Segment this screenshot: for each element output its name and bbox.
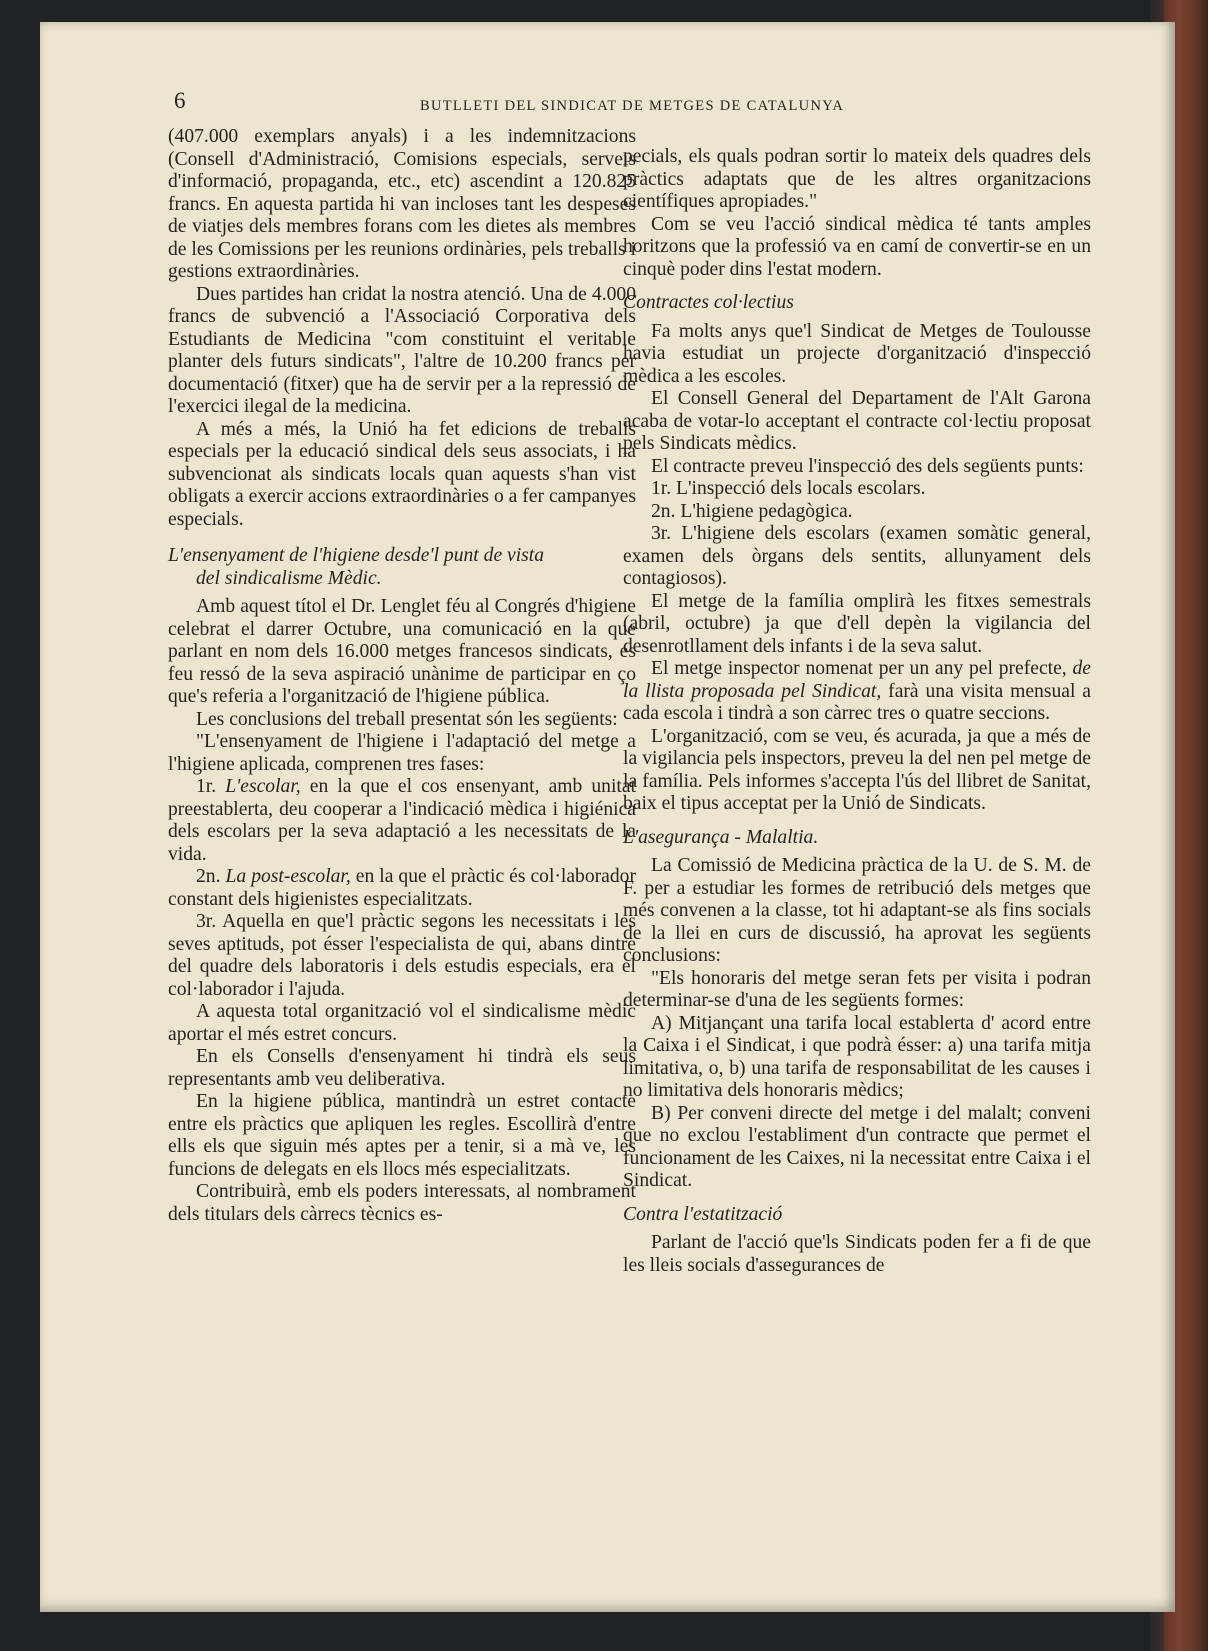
section-heading: Contra l'estatització: [623, 1203, 783, 1225]
paragraph: Fa molts anys que'l Sindicat de Metges de Toulousse havia estudiat un projecte d'organització d'inspecció mèdica a les escoles.: [623, 320, 1091, 387]
document-page: [40, 22, 1175, 1612]
paragraph-text: farà una visita mensual a cada escola i tindrà a son càrrec tres o quatre seccions.: [623, 680, 1091, 724]
section-heading: L'asegurança - Malaltia.: [623, 826, 819, 848]
list-marker: 1r.: [196, 776, 217, 797]
running-title: BUTLLETI DEL SINDICAT DE METGES DE CATALUNYA: [420, 98, 845, 114]
paragraph: 3r. Aquella en que'l pràctic segons les necessitats i les seves aptituds, pot ésser l'especialista de qui, abans dintre del quadre dels laboratoris i dels estudis especials, era el col·laborador i l'ajuda.: [168, 911, 636, 1000]
paragraph: Les conclusions del treball presentat són les següents:: [196, 708, 618, 730]
section-heading: [168, 545, 636, 590]
paragraph: En els Consells d'ensenyament hi tindrà els seus representants amb veu deliberativa.: [168, 1046, 636, 1090]
paragraph: A) Mitjançant una tarifa local establerta d' acord entre la Caixa i el Sindicat, i que podrà ésser: a) una tarifa mitja limitativa, o, b) una tarifa de responsabilitat de les causes i no limitativa dels honoraris mèdics;: [623, 1012, 1091, 1101]
emphasis: L'escolar,: [225, 776, 301, 797]
paragraph: Amb aquest títol el Dr. Lenglet féu al Congrés d'higiene celebrat el darrer Octubre, una comunicació en la que parlant en nom dels 16.000 metges francesos sindicats, es feu ressó de la seva aspiració unànime de participar en ço que's referia a l'organització de l'higiene pública.: [168, 596, 636, 707]
paragraph: El Consell General del Departament de l'Alt Garona acaba de votar-lo acceptant el contracte col·lectiu proposat pels Sindicats mèdics.: [623, 388, 1091, 454]
paragraph: [168, 866, 636, 911]
paragraph: Dues partides han cridat la nostra atenció. Una de 4.000 francs de subvenció a l'Associació Corporativa dels Estudiants de Medicina "com constituint el veritable planter dels futurs sindicats", l'altre de 10.200 francs per documentació (fitxer) que ha de servir per a la repressió de l'exercici ilegal de la medicina.: [168, 283, 636, 417]
paragraph: El contracte preveu l'inspecció des dels següents punts:: [651, 455, 1084, 477]
paragraph: La Comissió de Medicina pràctica de la U. de S. M. de F. per a estudiar les formes de retribució dels metges que més convenen a la classe, tot hi adaptant-se als fins socials de la llei en curs de discussió, ha aprovat les següents conclusions:: [623, 855, 1091, 966]
paragraph: [168, 776, 636, 866]
paragraph-text: El metge inspector nomenat per un any pel prefecte,: [651, 658, 1067, 679]
paragraph: 2n. L'higiene pedagògica.: [651, 500, 853, 522]
paragraph: 3r. L'higiene dels escolars (examen somàtic general, examen dels òrgans dels sentits, allunyament dels contagiosos).: [623, 523, 1091, 589]
paragraph: "Els honoraris del metge seran fets per visita i podran determinar-se d'una de les següents formes:: [623, 967, 1091, 1011]
paragraph: A aquesta total organització vol el sindicalisme mèdic aportar el més estret concurs.: [168, 1001, 636, 1045]
left-column: [168, 126, 636, 1226]
paragraph: Parlant de l'acció que'ls Sindicats poden fer a fi de que les lleis socials d'assegurances de: [623, 1232, 1091, 1276]
paragraph: En la higiene pública, mantindrà un estret contacte entre els pràctics que apliquen les regles. Escollirà d'entre ells els que siguin més aptes per a tenir, si a mà ve, les funcions de delegats en els llocs més especialitzats.: [168, 1091, 636, 1180]
paragraph: 1r. L'inspecció dels locals escolars.: [651, 478, 926, 499]
paragraph: A més a més, la Unió ha fet edicions de treballs especials per la educació sindical dels seus associats, i ha subvencionat als sindicats locals quan aquests s'han vist obligats a exercir accions extraordinàries o a fer campanyes especials.: [168, 418, 636, 530]
paragraph-text: en la que el pràctic és col·laborador constant dels higienistes especialitzats.: [168, 866, 636, 910]
paragraph: Contribuirà, emb els poders interessats, al nombrament dels titulars dels càrrecs tècnics es-: [168, 1181, 636, 1225]
heading-line: L'ensenyament de l'higiene desde'l punt de vista: [168, 545, 545, 566]
paragraph: El metge de la família omplirà les fitxes semestrals (abril, octubre) ja que d'ell depèn la vigilancia del desenrotllament dels infants i de la seva salut.: [623, 590, 1091, 657]
paragraph: (407.000 exemplars anyals) i a les indemnitzacions (Consell d'Administració, Comisions especials, serveis d'informació, propaganda, etc., etc) ascendint a 120.825 francs. En aquesta partida hi van incloses tant les despeses de viatjes dels membres forans com les dietes als membres de les Comissions per les reunions ordinàries, pels treballs i gestions extraordinàries.: [168, 126, 636, 282]
paragraph: [623, 658, 1091, 726]
emphasis: de la llista proposada pel Sindicat,: [623, 658, 1091, 702]
emphasis: La post-escolar,: [225, 866, 351, 887]
heading-line: del sindicalisme Mèdic.: [196, 567, 382, 589]
list-marker: 2n.: [196, 866, 221, 887]
section-heading: Contractes col·lectius: [623, 292, 794, 313]
right-column: [623, 146, 1091, 1277]
paragraph: "L'ensenyament de l'higiene i l'adaptació del metge a l'higiene aplicada, comprenen tres fases:: [168, 731, 636, 775]
paragraph: B) Per conveni directe del metge i del malalt; conveni que no exclou l'establiment d'un contracte que permet el funcionament de les Caixes, ni la necessitat entre Caixa i el Sindicat.: [623, 1102, 1091, 1191]
paragraph: L'organització, com se veu, és acurada, ja que a més de la vigilancia pels inspectors, preveu la del nen pel metge de la família. Pels informes s'accepta l'ús del llibret de Sanitat, baix el tipus acceptat per la Unió de Sindicats.: [623, 725, 1091, 814]
paragraph: pecials, els quals podran sortir lo mateix dels quadres dels pràctics adaptats que de les altres organitzacions científiques apropiades.": [623, 146, 1091, 212]
paragraph: Com se veu l'acció sindical mèdica té tants amples horitzons que la professió va en camí de convertir-se en un cinquè poder dins l'estat modern.: [623, 213, 1091, 280]
paragraph-text: en la que el cos ensenyant, amb unitat preestablerta, deu cooperar a l'indicació mèdica i higiénica dels escolars per la seva adaptació a les necessitats de la vida.: [168, 776, 636, 865]
page-number: 6: [174, 88, 186, 113]
